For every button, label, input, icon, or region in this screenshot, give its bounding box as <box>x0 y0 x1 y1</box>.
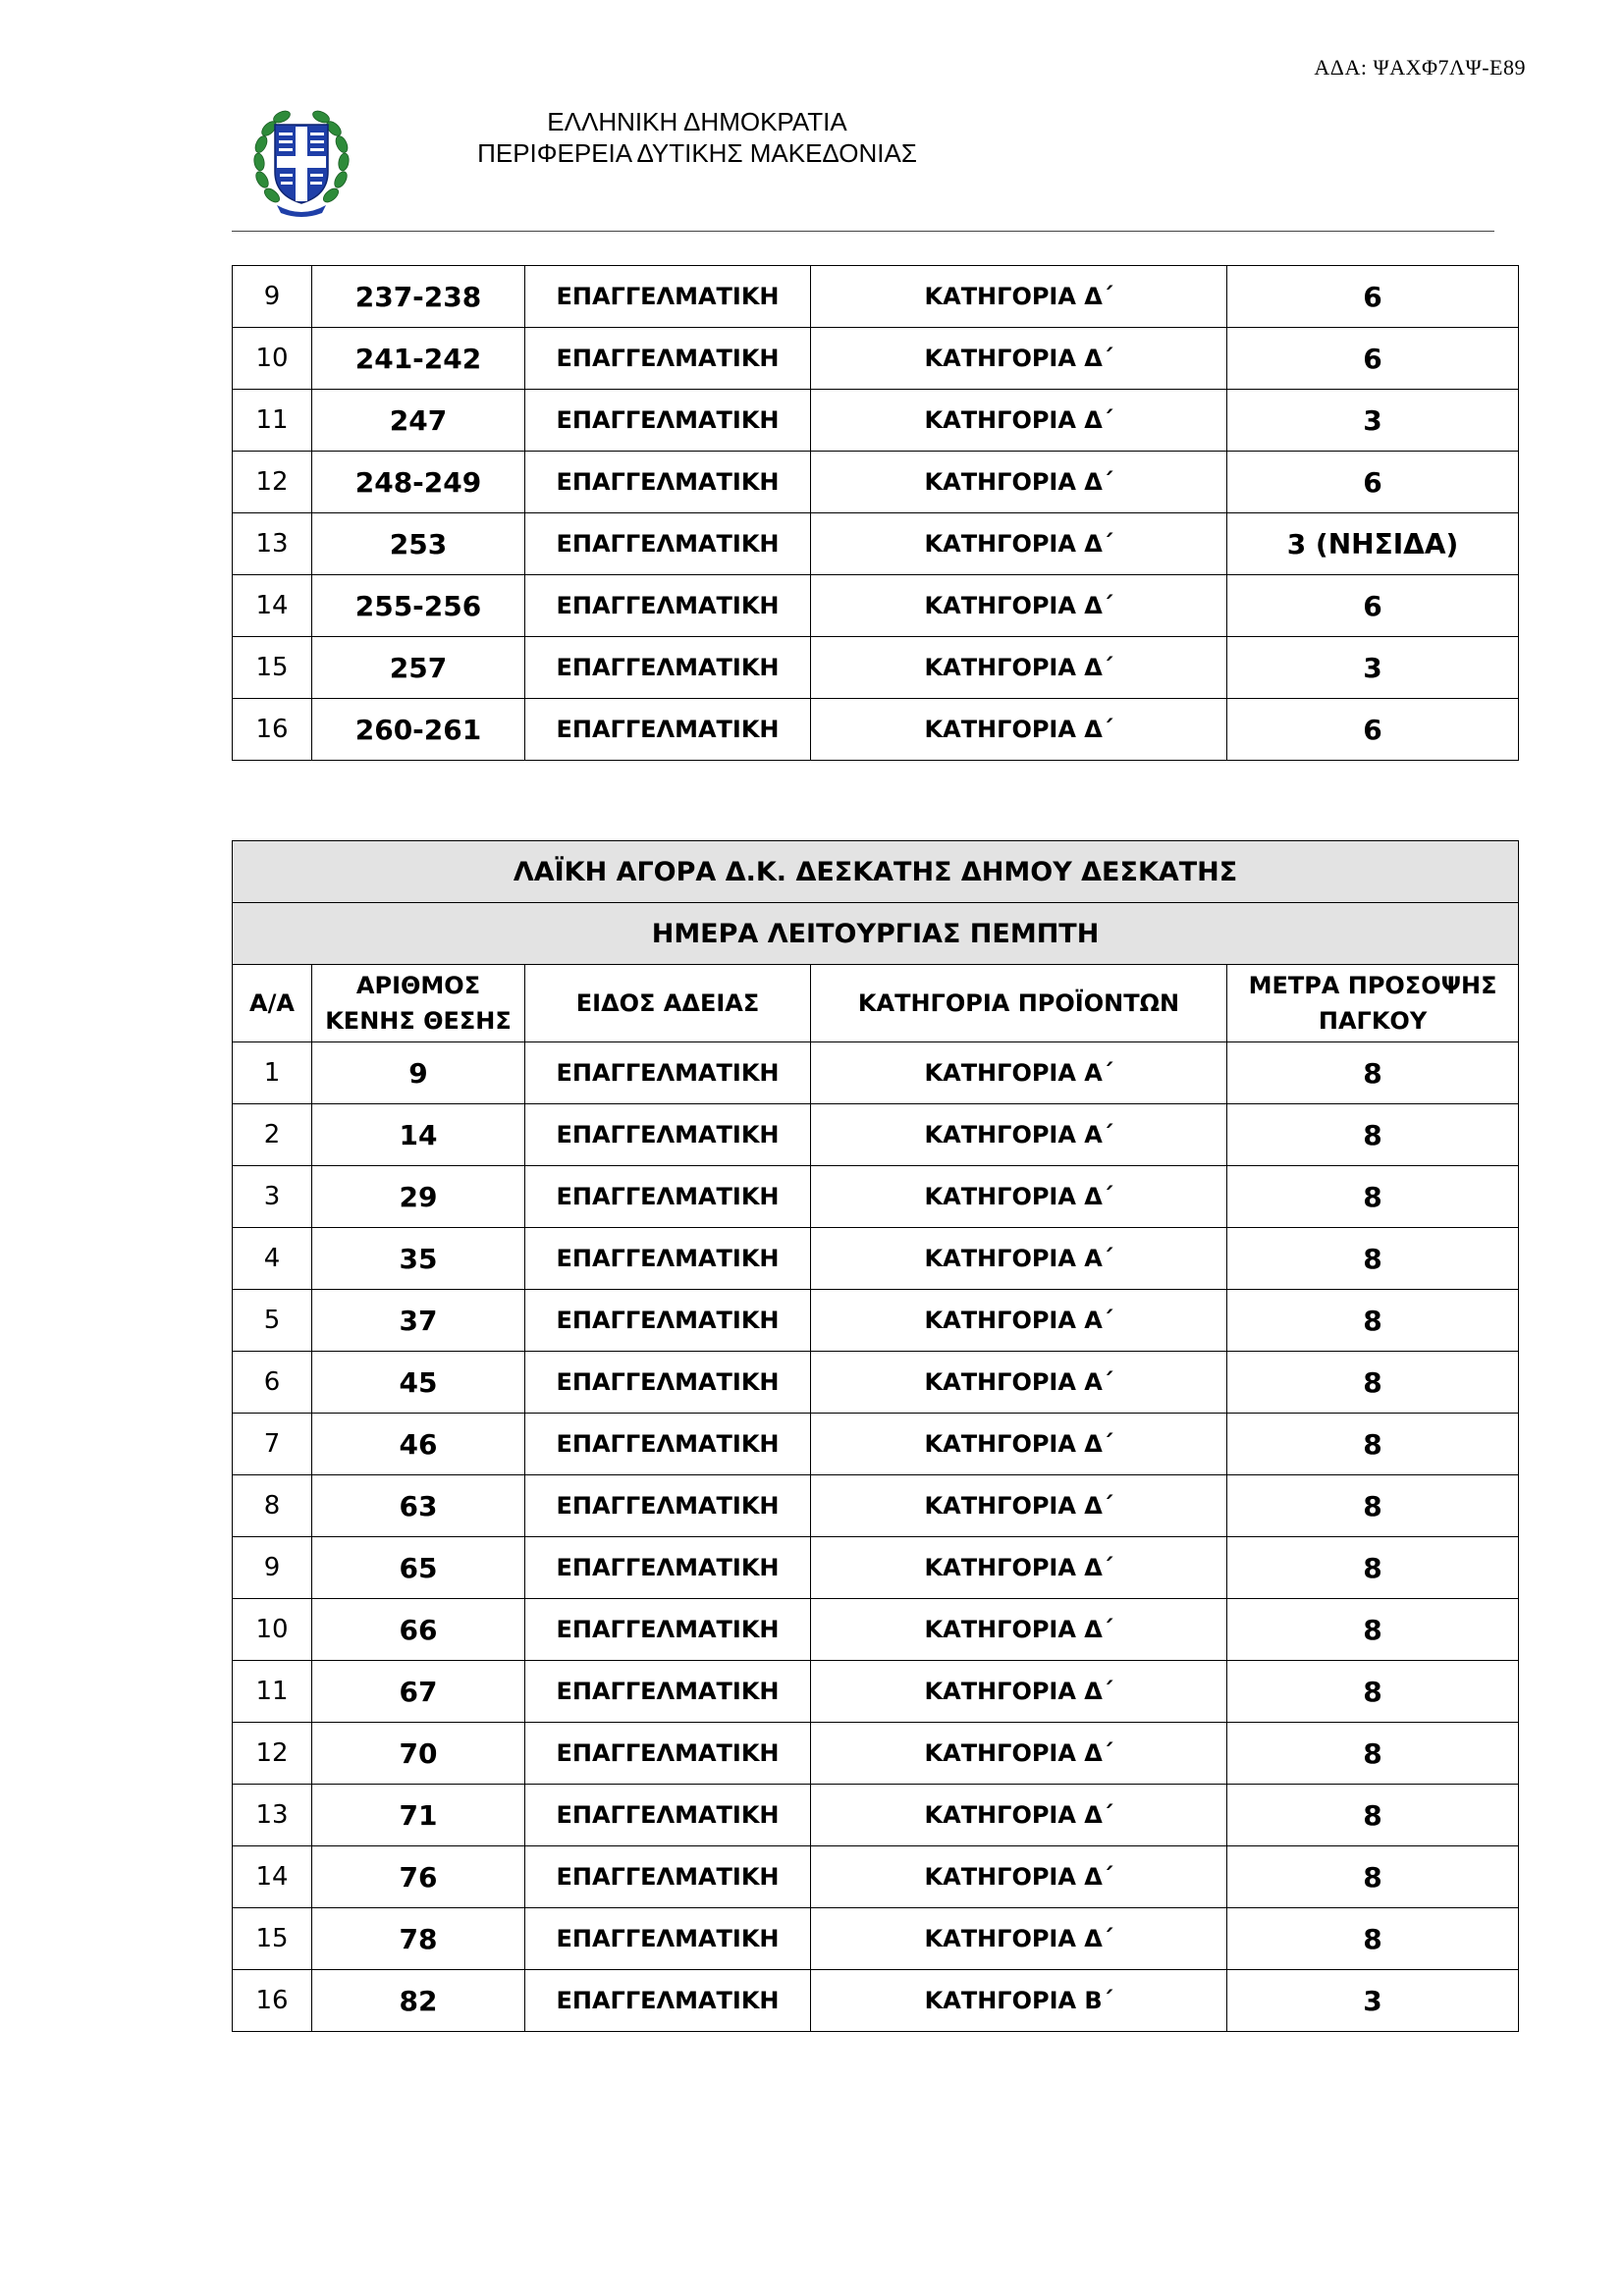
column-header-row <box>233 965 1519 1042</box>
license-type: ΕΠΑΓΓΕΛΜΑΤΙΚΗ <box>525 266 811 328</box>
frontage-meters: 8 <box>1227 1661 1519 1723</box>
row-index: 12 <box>233 1723 312 1785</box>
license-type: ΕΠΑΓΓΕΛΜΑΤΙΚΗ <box>525 1414 811 1475</box>
vacancy-number: 9 <box>312 1042 525 1104</box>
product-category: ΚΑΤΗΓΟΡΙΑ Δ΄ <box>811 452 1227 513</box>
greek-coat-of-arms-icon <box>247 103 355 217</box>
vacancy-number: 82 <box>312 1970 525 2032</box>
product-category: ΚΑΤΗΓΟΡΙΑ Δ΄ <box>811 1908 1227 1970</box>
table-row <box>233 699 1519 761</box>
table-row <box>233 390 1519 452</box>
frontage-meters: 8 <box>1227 1723 1519 1785</box>
table-row <box>233 1846 1519 1908</box>
table-row <box>233 1723 1519 1785</box>
frontage-meters: 3 (ΝΗΣΙΔΑ) <box>1227 513 1519 575</box>
frontage-meters: 6 <box>1227 452 1519 513</box>
vacancy-number: 237-238 <box>312 266 525 328</box>
row-index: 5 <box>233 1290 312 1352</box>
frontage-meters: 8 <box>1227 1352 1519 1414</box>
operating-day: ΗΜΕΡΑ ΛΕΙΤΟΥΡΓΙΑΣ ΠΕΜΠΤΗ <box>233 903 1519 965</box>
vacancy-number: 71 <box>312 1785 525 1846</box>
frontage-meters: 3 <box>1227 390 1519 452</box>
frontage-meters: 3 <box>1227 1970 1519 2032</box>
table-row <box>233 1537 1519 1599</box>
table-row <box>233 1475 1519 1537</box>
vacancy-number: 248-249 <box>312 452 525 513</box>
vacancy-number: 14 <box>312 1104 525 1166</box>
row-index: 14 <box>233 1846 312 1908</box>
product-category: ΚΑΤΗΓΟΡΙΑ Δ΄ <box>811 637 1227 699</box>
product-category: ΚΑΤΗΓΟΡΙΑ Δ΄ <box>811 390 1227 452</box>
product-category: ΚΑΤΗΓΟΡΙΑ Δ΄ <box>811 328 1227 390</box>
frontage-meters: 8 <box>1227 1290 1519 1352</box>
table-title-row <box>233 841 1519 903</box>
header-frontage-meters-line2: ΠΑΓΚΟΥ <box>1318 1007 1428 1035</box>
row-index: 3 <box>233 1166 312 1228</box>
row-index: 16 <box>233 699 312 761</box>
table-row <box>233 1352 1519 1414</box>
license-type: ΕΠΑΓΓΕΛΜΑΤΙΚΗ <box>525 1475 811 1537</box>
vacancy-number: 257 <box>312 637 525 699</box>
header-region: ΠΕΡΙΦΕΡΕΙΑ ΔΥΤΙΚΗΣ ΜΑΚΕΔΟΝΙΑΣ <box>477 138 917 168</box>
license-type: ΕΠΑΓΓΕΛΜΑΤΙΚΗ <box>525 1723 811 1785</box>
table-row <box>233 1166 1519 1228</box>
license-type: ΕΠΑΓΓΕΛΜΑΤΙΚΗ <box>525 1908 811 1970</box>
table-body <box>233 1042 1519 2032</box>
license-type: ΕΠΑΓΓΕΛΜΑΤΙΚΗ <box>525 1104 811 1166</box>
row-index: 6 <box>233 1352 312 1414</box>
table-row <box>233 1908 1519 1970</box>
license-type: ΕΠΑΓΓΕΛΜΑΤΙΚΗ <box>525 1599 811 1661</box>
table-row <box>233 1104 1519 1166</box>
product-category: ΚΑΤΗΓΟΡΙΑ Α΄ <box>811 1352 1227 1414</box>
product-category: ΚΑΤΗΓΟΡΙΑ Δ΄ <box>811 1599 1227 1661</box>
row-index: 10 <box>233 1599 312 1661</box>
vacancy-number: 253 <box>312 513 525 575</box>
table-row <box>233 575 1519 637</box>
table-row <box>233 1042 1519 1104</box>
row-index: 8 <box>233 1475 312 1537</box>
frontage-meters: 8 <box>1227 1846 1519 1908</box>
header-frontage-meters <box>1227 965 1519 1042</box>
row-index: 11 <box>233 1661 312 1723</box>
document-header <box>432 106 962 169</box>
license-type: ΕΠΑΓΓΕΛΜΑΤΙΚΗ <box>525 1228 811 1290</box>
frontage-meters: 6 <box>1227 266 1519 328</box>
product-category: ΚΑΤΗΓΟΡΙΑ Α΄ <box>811 1228 1227 1290</box>
table-row <box>233 1970 1519 2032</box>
product-category: ΚΑΤΗΓΟΡΙΑ Δ΄ <box>811 1475 1227 1537</box>
license-type: ΕΠΑΓΓΕΛΜΑΤΙΚΗ <box>525 637 811 699</box>
product-category: ΚΑΤΗΓΟΡΙΑ Δ΄ <box>811 1414 1227 1475</box>
product-category: ΚΑΤΗΓΟΡΙΑ Δ΄ <box>811 266 1227 328</box>
frontage-meters: 8 <box>1227 1599 1519 1661</box>
row-index: 9 <box>233 1537 312 1599</box>
header-vacancy-number-line2: ΚΕΝΗΣ ΘΕΣΗΣ <box>325 1007 512 1035</box>
row-index: 11 <box>233 390 312 452</box>
license-type: ΕΠΑΓΓΕΛΜΑΤΙΚΗ <box>525 1970 811 2032</box>
vacancy-number: 35 <box>312 1228 525 1290</box>
product-category: ΚΑΤΗΓΟΡΙΑ Δ΄ <box>811 1846 1227 1908</box>
product-category: ΚΑΤΗΓΟΡΙΑ Δ΄ <box>811 699 1227 761</box>
header-license-type: ΕΙΔΟΣ ΑΔΕΙΑΣ <box>525 965 811 1042</box>
market-deskati-table <box>232 840 1519 2032</box>
header-product-category: ΚΑΤΗΓΟΡΙΑ ΠΡΟΪΟΝΤΩΝ <box>811 965 1227 1042</box>
row-index: 12 <box>233 452 312 513</box>
table-row <box>233 328 1519 390</box>
product-category: ΚΑΤΗΓΟΡΙΑ Α΄ <box>811 1042 1227 1104</box>
row-index: 9 <box>233 266 312 328</box>
vacancy-number: 45 <box>312 1352 525 1414</box>
row-index: 15 <box>233 1908 312 1970</box>
license-type: ΕΠΑΓΓΕΛΜΑΤΙΚΗ <box>525 1290 811 1352</box>
frontage-meters: 8 <box>1227 1414 1519 1475</box>
table-row <box>233 1414 1519 1475</box>
vacancies-table-continued <box>232 265 1519 761</box>
product-category: ΚΑΤΗΓΟΡΙΑ Δ΄ <box>811 1785 1227 1846</box>
table-row <box>233 266 1519 328</box>
product-category: ΚΑΤΗΓΟΡΙΑ Δ΄ <box>811 1166 1227 1228</box>
product-category: ΚΑΤΗΓΟΡΙΑ Δ΄ <box>811 1537 1227 1599</box>
license-type: ΕΠΑΓΓΕΛΜΑΤΙΚΗ <box>525 575 811 637</box>
product-category: ΚΑΤΗΓΟΡΙΑ Δ΄ <box>811 575 1227 637</box>
product-category: ΚΑΤΗΓΟΡΙΑ Δ΄ <box>811 513 1227 575</box>
vacancy-number: 241-242 <box>312 328 525 390</box>
license-type: ΕΠΑΓΓΕΛΜΑΤΙΚΗ <box>525 1661 811 1723</box>
row-index: 14 <box>233 575 312 637</box>
header-frontage-meters-line1: ΜΕΤΡΑ ΠΡΟΣΟΨΗΣ <box>1248 972 1497 999</box>
license-type: ΕΠΑΓΓΕΛΜΑΤΙΚΗ <box>525 699 811 761</box>
table-row <box>233 513 1519 575</box>
table-row <box>233 1228 1519 1290</box>
vacancy-number: 65 <box>312 1537 525 1599</box>
license-type: ΕΠΑΓΓΕΛΜΑΤΙΚΗ <box>525 1166 811 1228</box>
frontage-meters: 8 <box>1227 1537 1519 1599</box>
table-row <box>233 452 1519 513</box>
license-type: ΕΠΑΓΓΕΛΜΑΤΙΚΗ <box>525 390 811 452</box>
row-index: 1 <box>233 1042 312 1104</box>
frontage-meters: 8 <box>1227 1908 1519 1970</box>
row-index: 2 <box>233 1104 312 1166</box>
vacancy-number: 76 <box>312 1846 525 1908</box>
vacancy-number: 255-256 <box>312 575 525 637</box>
product-category: ΚΑΤΗΓΟΡΙΑ Δ΄ <box>811 1723 1227 1785</box>
row-index: 16 <box>233 1970 312 2032</box>
frontage-meters: 3 <box>1227 637 1519 699</box>
header-country: ΕΛΛΗΝΙΚΗ ΔΗΜΟΚΡΑΤΙΑ <box>547 107 847 136</box>
frontage-meters: 6 <box>1227 328 1519 390</box>
license-type: ΕΠΑΓΓΕΛΜΑΤΙΚΗ <box>525 513 811 575</box>
vacancy-number: 70 <box>312 1723 525 1785</box>
vacancy-number: 29 <box>312 1166 525 1228</box>
vacancy-number: 46 <box>312 1414 525 1475</box>
product-category: ΚΑΤΗΓΟΡΙΑ Β΄ <box>811 1970 1227 2032</box>
table-row <box>233 1599 1519 1661</box>
row-index: 15 <box>233 637 312 699</box>
market-title: ΛΑΪΚΗ ΑΓΟΡΑ Δ.Κ. ΔΕΣΚΑΤΗΣ ΔΗΜΟΥ ΔΕΣΚΑΤΗΣ <box>233 841 1519 903</box>
vacancy-number: 260-261 <box>312 699 525 761</box>
table-body <box>233 266 1519 761</box>
license-type: ΕΠΑΓΓΕΛΜΑΤΙΚΗ <box>525 328 811 390</box>
license-type: ΕΠΑΓΓΕΛΜΑΤΙΚΗ <box>525 1352 811 1414</box>
frontage-meters: 8 <box>1227 1228 1519 1290</box>
table-row <box>233 1290 1519 1352</box>
row-index: 13 <box>233 1785 312 1846</box>
header-aa: Α/Α <box>233 965 312 1042</box>
vacancy-number: 247 <box>312 390 525 452</box>
header-divider <box>232 231 1494 232</box>
row-index: 7 <box>233 1414 312 1475</box>
row-index: 10 <box>233 328 312 390</box>
frontage-meters: 8 <box>1227 1475 1519 1537</box>
frontage-meters: 8 <box>1227 1166 1519 1228</box>
frontage-meters: 8 <box>1227 1042 1519 1104</box>
product-category: ΚΑΤΗΓΟΡΙΑ Δ΄ <box>811 1661 1227 1723</box>
vacancy-number: 78 <box>312 1908 525 1970</box>
license-type: ΕΠΑΓΓΕΛΜΑΤΙΚΗ <box>525 1042 811 1104</box>
table-row <box>233 637 1519 699</box>
frontage-meters: 8 <box>1227 1104 1519 1166</box>
frontage-meters: 6 <box>1227 575 1519 637</box>
product-category: ΚΑΤΗΓΟΡΙΑ Α΄ <box>811 1104 1227 1166</box>
table-day-row <box>233 903 1519 965</box>
vacancy-number: 63 <box>312 1475 525 1537</box>
ada-code: ΑΔΑ: ΨΑΧΦ7ΛΨ-Ε89 <box>1314 55 1526 80</box>
frontage-meters: 6 <box>1227 699 1519 761</box>
license-type: ΕΠΑΓΓΕΛΜΑΤΙΚΗ <box>525 1785 811 1846</box>
header-vacancy-number <box>312 965 525 1042</box>
table-head <box>233 841 1519 1042</box>
row-index: 13 <box>233 513 312 575</box>
vacancy-number: 37 <box>312 1290 525 1352</box>
table-row <box>233 1661 1519 1723</box>
vacancy-number: 66 <box>312 1599 525 1661</box>
table-row <box>233 1785 1519 1846</box>
license-type: ΕΠΑΓΓΕΛΜΑΤΙΚΗ <box>525 1846 811 1908</box>
header-vacancy-number-line1: ΑΡΙΘΜΟΣ <box>355 972 481 999</box>
frontage-meters: 8 <box>1227 1785 1519 1846</box>
vacancy-number: 67 <box>312 1661 525 1723</box>
product-category: ΚΑΤΗΓΟΡΙΑ Α΄ <box>811 1290 1227 1352</box>
row-index: 4 <box>233 1228 312 1290</box>
license-type: ΕΠΑΓΓΕΛΜΑΤΙΚΗ <box>525 452 811 513</box>
license-type: ΕΠΑΓΓΕΛΜΑΤΙΚΗ <box>525 1537 811 1599</box>
